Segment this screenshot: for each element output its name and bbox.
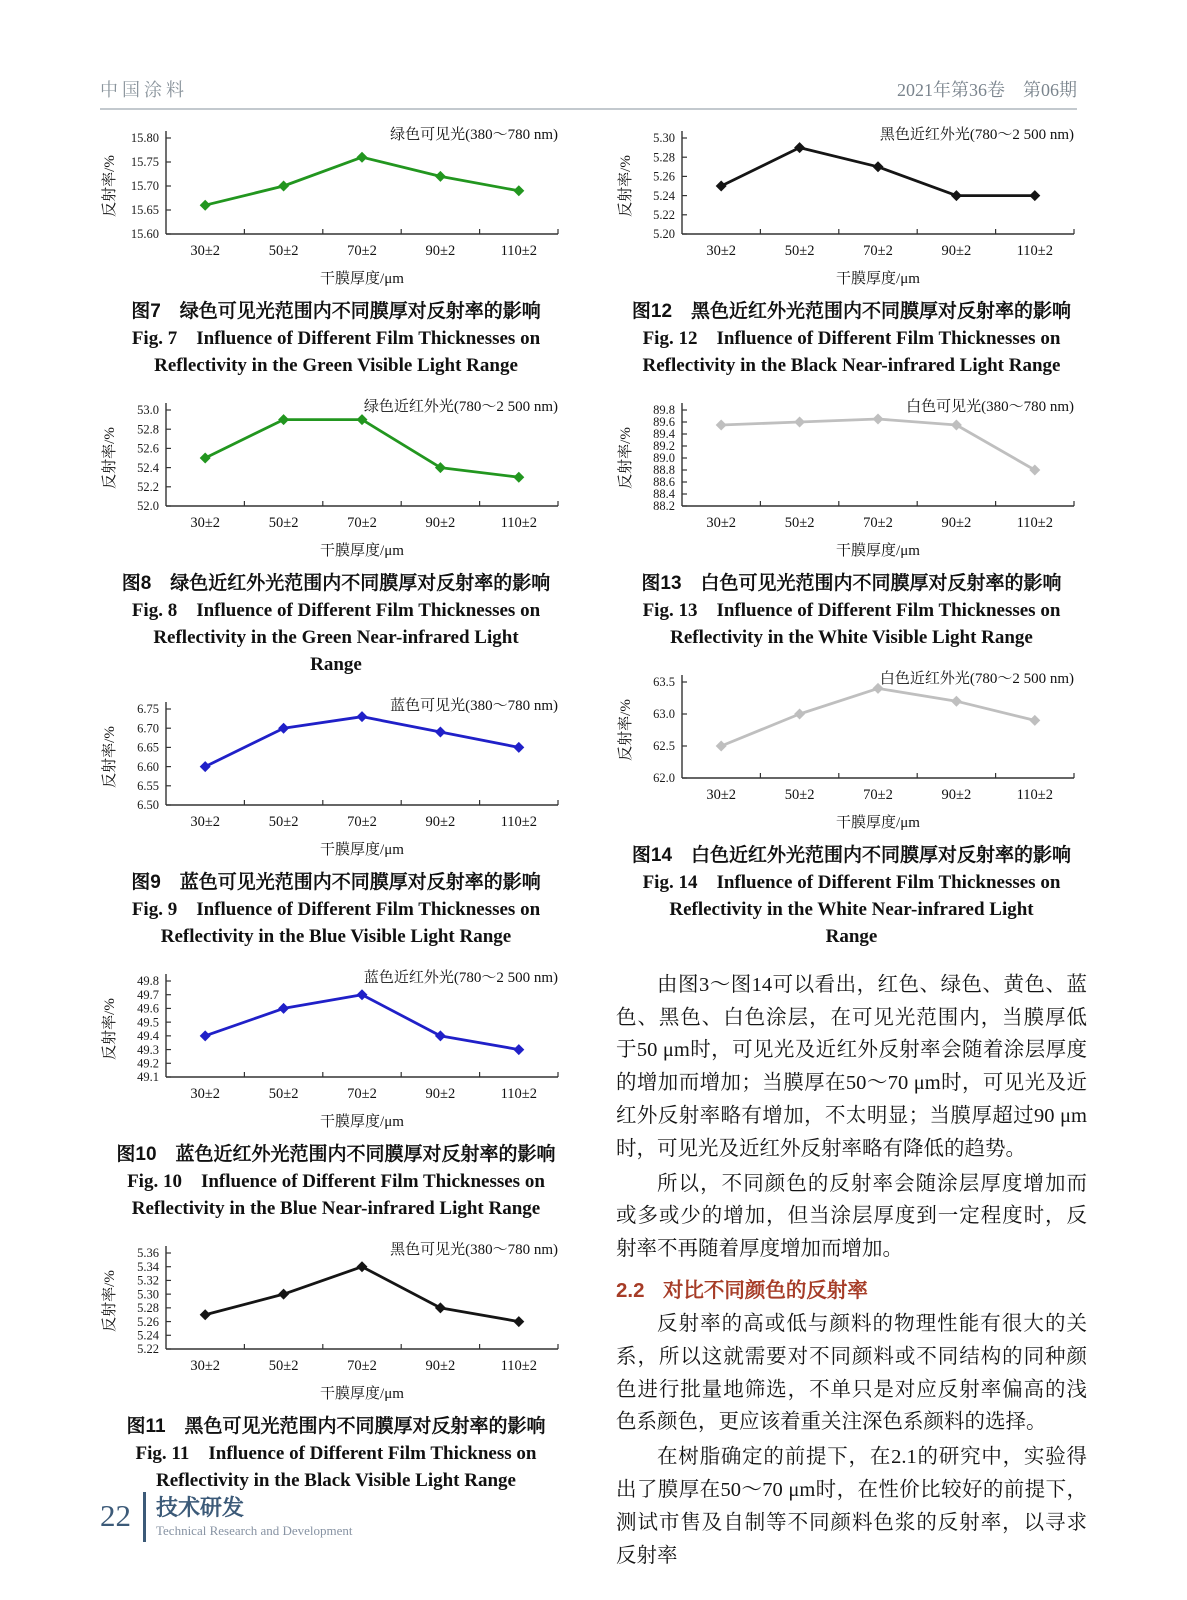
svg-text:49.4: 49.4 (137, 1028, 159, 1043)
svg-text:干膜厚度/μm: 干膜厚度/μm (320, 841, 404, 858)
chart-green-visible (100, 122, 572, 288)
svg-text:70±2: 70±2 (863, 786, 893, 803)
figure-caption-en: Fig. 11 Influence of Different Film Thickness on Reflectivity in the Black Visible Light Range (135, 1442, 537, 1491)
section-number: 2.2 (616, 1278, 645, 1302)
svg-text:70±2: 70±2 (863, 243, 893, 259)
svg-text:50±2: 50±2 (268, 514, 299, 531)
svg-text:90±2: 90±2 (941, 243, 972, 259)
figure-caption-en: Fig. 7 Influence of Different Film Thicknesses on Reflectivity in the Green Visible Light Range (131, 328, 541, 376)
figure-7-caption (100, 296, 572, 380)
svg-text:30±2: 30±2 (706, 514, 737, 531)
svg-text:蓝色近红外光(780～2 500 nm): 蓝色近红外光(780～2 500 nm) (363, 969, 558, 986)
chart-green-nir (100, 394, 572, 560)
paragraph-pigment-selection: 反射率的高或低与颜料的物理性能有很大的关系，所以这就需要对不同颜料或不同结构的同种颜色进行批量地筛选，不单只是对应反射率偏高的浅色系颜色，更应该着重关注深色系颜料的选择。 (616, 1312, 1087, 1434)
svg-text:30±2: 30±2 (190, 813, 221, 830)
svg-text:52.6: 52.6 (137, 441, 159, 456)
paragraph-observation: 由图3～图14可以看出，红色、绿色、黄色、蓝色、黑色、白色涂层，在可见光范围内，当膜厚低于50 μm时，可见光及近红外反射率会随着涂层厚度的增加而增加；当膜厚在50～70 μm时，可见光及近红外反射率略有增加，不太明显；当膜厚超过90 μm时，可见光及近红外反射率略有降低的趋势。 (616, 973, 1087, 1160)
chart-blue-nir (100, 965, 572, 1131)
figure-10 (100, 965, 572, 1223)
svg-text:50±2: 50±2 (784, 243, 815, 259)
svg-text:50±2: 50±2 (268, 1085, 299, 1102)
svg-text:50±2: 50±2 (268, 243, 299, 259)
page-footer (100, 1492, 353, 1542)
section-heading (616, 1273, 1087, 1303)
chart-white-visible (616, 394, 1088, 560)
figure-8-caption (100, 568, 572, 679)
svg-text:绿色可见光(380～780 nm): 绿色可见光(380～780 nm) (390, 127, 558, 143)
svg-text:反射率/%: 反射率/% (102, 997, 118, 1060)
figure-caption-cn: 图11 黑色可见光范围内不同膜厚对反射率的影响 (126, 1415, 546, 1437)
svg-text:5.34: 5.34 (137, 1259, 159, 1274)
svg-text:6.50: 6.50 (137, 798, 159, 813)
chart-white-nir (616, 666, 1088, 832)
svg-text:70±2: 70±2 (863, 514, 893, 531)
svg-text:49.7: 49.7 (137, 987, 159, 1002)
svg-text:110±2: 110±2 (500, 1085, 538, 1102)
svg-text:5.20: 5.20 (653, 227, 675, 242)
svg-text:50±2: 50±2 (784, 514, 815, 531)
figure-13 (616, 394, 1087, 652)
svg-text:70±2: 70±2 (347, 1357, 377, 1374)
svg-text:52.4: 52.4 (137, 460, 159, 475)
svg-text:5.30: 5.30 (137, 1287, 159, 1302)
svg-text:49.1: 49.1 (137, 1069, 159, 1084)
svg-text:反射率/%: 反射率/% (618, 427, 634, 489)
svg-text:干膜厚度/μm: 干膜厚度/μm (320, 542, 404, 559)
figure-caption-en: Fig. 10 Influence of Different Film Thicknesses on Reflectivity in the Blue Near-infrared Light Range (127, 1170, 545, 1219)
svg-text:干膜厚度/μm: 干膜厚度/μm (320, 1113, 404, 1130)
figure-12-caption (616, 296, 1087, 380)
svg-text:30±2: 30±2 (190, 1357, 221, 1374)
svg-text:干膜厚度/μm: 干膜厚度/μm (320, 271, 404, 287)
figure-14 (616, 666, 1087, 951)
svg-text:90±2: 90±2 (941, 514, 972, 531)
footer-divider (143, 1492, 146, 1542)
svg-text:89.4: 89.4 (653, 427, 675, 442)
svg-text:63.0: 63.0 (653, 707, 675, 722)
svg-text:62.0: 62.0 (653, 771, 675, 786)
figure-caption-cn: 图13 白色可见光范围内不同膜厚对反射率的影响 (641, 572, 1062, 594)
svg-text:110±2: 110±2 (1016, 514, 1054, 531)
svg-text:5.32: 5.32 (137, 1273, 159, 1288)
paragraph-experiment: 在树脂确定的前提下，在2.1的研究中，实验得出了膜厚在50～70 μm时，在性价比较好的前提下，测试市售及自制等不同颜料色浆的反射率，以寻求反射率 (616, 1446, 1087, 1567)
svg-text:52.8: 52.8 (137, 422, 159, 437)
svg-text:89.6: 89.6 (653, 415, 675, 430)
svg-text:88.8: 88.8 (653, 463, 675, 478)
svg-text:5.22: 5.22 (653, 208, 675, 222)
svg-text:5.22: 5.22 (137, 1341, 159, 1356)
svg-text:49.3: 49.3 (137, 1042, 159, 1057)
figure-caption-en: Fig. 14 Influence of Different Film Thicknesses on Reflectivity in the White Near-infrared Light Range (642, 871, 1061, 947)
left-column (100, 122, 572, 1574)
figure-caption-en: Fig. 9 Influence of Different Film Thicknesses on Reflectivity in the Blue Visible Light Range (131, 898, 541, 947)
figure-caption-cn: 图9 蓝色可见光范围内不同膜厚对反射率的影响 (131, 871, 541, 893)
svg-text:6.70: 6.70 (137, 721, 159, 736)
figure-caption-en: Fig. 12 Influence of Different Film Thicknesses on Reflectivity in the Black Near-infrared Light Range (642, 328, 1061, 376)
svg-text:干膜厚度/μm: 干膜厚度/μm (836, 814, 920, 831)
figure-12 (616, 122, 1087, 380)
svg-text:89.2: 89.2 (653, 439, 675, 454)
page-header (100, 76, 1077, 110)
svg-text:反射率/%: 反射率/% (102, 1269, 118, 1332)
svg-text:5.28: 5.28 (653, 150, 675, 165)
svg-text:5.30: 5.30 (653, 131, 675, 146)
svg-text:干膜厚度/μm: 干膜厚度/μm (836, 271, 920, 287)
svg-text:62.5: 62.5 (653, 739, 675, 754)
svg-text:49.8: 49.8 (137, 973, 159, 988)
svg-text:90±2: 90±2 (941, 786, 972, 803)
figure-14-caption (616, 840, 1087, 951)
svg-text:白色近红外光(780～2 500 nm): 白色近红外光(780～2 500 nm) (879, 670, 1074, 687)
svg-text:88.6: 88.6 (653, 475, 675, 490)
figure-caption-cn: 图14 白色近红外光范围内不同膜厚对反射率的影响 (631, 844, 1072, 866)
svg-text:110±2: 110±2 (1016, 786, 1054, 803)
paragraph-conclusion: 所以，不同颜色的反射率会随涂层厚度增加而或多或少的增加，但当涂层厚度到一定程度时，反射率不再随着厚度增加而增加。 (616, 1172, 1087, 1261)
figure-caption-en: Fig. 13 Influence of Different Film Thicknesses on Reflectivity in the White Visible Light Range (642, 599, 1061, 648)
svg-text:黑色近红外光(780～2 500 nm): 黑色近红外光(780～2 500 nm) (879, 127, 1074, 143)
svg-text:5.26: 5.26 (137, 1314, 159, 1329)
svg-text:70±2: 70±2 (347, 243, 377, 259)
section-title: 对比不同颜色的反射率 (662, 1278, 868, 1302)
svg-text:89.0: 89.0 (653, 451, 675, 466)
footer-section-en: Technical Research and Development (156, 1522, 353, 1538)
figure-7 (100, 122, 572, 380)
svg-text:90±2: 90±2 (425, 1357, 456, 1374)
svg-text:49.2: 49.2 (137, 1056, 159, 1071)
issue-info: 2021年第36卷 第06期 (897, 80, 1077, 100)
svg-text:89.8: 89.8 (653, 403, 675, 418)
svg-text:50±2: 50±2 (268, 1357, 299, 1374)
right-column (616, 122, 1087, 1574)
chart-black-nir (616, 122, 1088, 288)
figure-caption-cn: 图12 黑色近红外光范围内不同膜厚对反射率的影响 (631, 301, 1072, 322)
footer-section-cn: 技术研发 (156, 1495, 245, 1521)
figure-13-caption (616, 568, 1087, 652)
svg-text:15.65: 15.65 (130, 203, 159, 218)
chart-blue-visible (100, 693, 572, 859)
svg-text:90±2: 90±2 (425, 514, 456, 531)
svg-text:反射率/%: 反射率/% (618, 699, 634, 761)
svg-text:5.24: 5.24 (137, 1328, 159, 1343)
svg-text:50±2: 50±2 (784, 786, 815, 803)
svg-text:30±2: 30±2 (706, 786, 737, 803)
svg-text:5.24: 5.24 (653, 188, 675, 203)
svg-text:干膜厚度/μm: 干膜厚度/μm (836, 542, 920, 559)
svg-text:88.4: 88.4 (653, 487, 675, 502)
figure-caption-cn: 图8 绿色近红外光范围内不同膜厚对反射率的影响 (121, 572, 551, 594)
svg-text:干膜厚度/μm: 干膜厚度/μm (320, 1385, 404, 1402)
svg-text:52.2: 52.2 (137, 479, 159, 494)
page-content (100, 122, 1087, 1574)
svg-text:88.2: 88.2 (653, 499, 675, 514)
svg-text:110±2: 110±2 (500, 1357, 538, 1374)
svg-text:6.55: 6.55 (137, 778, 159, 793)
svg-text:反射率/%: 反射率/% (618, 155, 634, 217)
svg-text:50±2: 50±2 (268, 813, 299, 830)
svg-text:6.60: 6.60 (137, 759, 159, 774)
svg-text:110±2: 110±2 (500, 514, 538, 531)
figure-10-caption (100, 1139, 572, 1223)
svg-text:70±2: 70±2 (347, 514, 377, 531)
svg-text:15.60: 15.60 (130, 227, 159, 242)
svg-text:49.6: 49.6 (137, 1001, 159, 1016)
chart-black-visible (100, 1237, 572, 1403)
svg-text:6.75: 6.75 (137, 702, 159, 717)
svg-text:53.0: 53.0 (137, 403, 159, 418)
svg-text:49.5: 49.5 (137, 1015, 159, 1030)
svg-text:90±2: 90±2 (425, 1085, 456, 1102)
svg-text:15.75: 15.75 (130, 155, 159, 170)
svg-text:反射率/%: 反射率/% (102, 726, 118, 788)
figure-caption-cn: 图7 绿色可见光范围内不同膜厚对反射率的影响 (131, 301, 541, 322)
svg-text:70±2: 70±2 (347, 1085, 377, 1102)
svg-text:30±2: 30±2 (190, 243, 221, 259)
svg-text:110±2: 110±2 (1016, 243, 1054, 259)
figure-9-caption (100, 867, 572, 951)
svg-text:反射率/%: 反射率/% (102, 155, 118, 217)
figure-11-caption (100, 1411, 572, 1495)
figure-caption-cn: 图10 蓝色近红外光范围内不同膜厚对反射率的影响 (116, 1143, 556, 1165)
svg-text:70±2: 70±2 (347, 813, 377, 830)
figure-11 (100, 1237, 572, 1495)
svg-text:5.26: 5.26 (653, 169, 675, 184)
svg-text:30±2: 30±2 (706, 243, 737, 259)
svg-text:110±2: 110±2 (500, 813, 538, 830)
svg-text:黑色可见光(380～780 nm): 黑色可见光(380～780 nm) (390, 1241, 558, 1258)
svg-text:90±2: 90±2 (425, 243, 456, 259)
figure-caption-en: Fig. 8 Influence of Different Film Thicknesses on Reflectivity in the Green Near-infrared Light Range (131, 599, 541, 675)
svg-text:52.0: 52.0 (137, 499, 159, 514)
figure-8 (100, 394, 572, 679)
svg-text:30±2: 30±2 (190, 1085, 221, 1102)
svg-text:6.65: 6.65 (137, 740, 159, 755)
svg-text:白色可见光(380～780 nm): 白色可见光(380～780 nm) (906, 398, 1074, 415)
footer-labels (156, 1495, 353, 1538)
svg-text:5.28: 5.28 (137, 1300, 159, 1315)
figure-9 (100, 693, 572, 951)
journal-name: 中国涂料 (100, 80, 188, 100)
svg-text:反射率/%: 反射率/% (102, 427, 118, 489)
svg-text:5.36: 5.36 (137, 1245, 159, 1260)
svg-text:110±2: 110±2 (500, 243, 538, 259)
svg-text:绿色近红外光(780～2 500 nm): 绿色近红外光(780～2 500 nm) (363, 398, 558, 415)
svg-text:63.5: 63.5 (653, 675, 675, 690)
svg-text:15.80: 15.80 (130, 131, 159, 146)
svg-text:30±2: 30±2 (190, 514, 221, 531)
svg-text:15.70: 15.70 (130, 179, 159, 194)
svg-text:90±2: 90±2 (425, 813, 456, 830)
footer-page-number: 22 (100, 1498, 131, 1533)
svg-text:蓝色可见光(380～780 nm): 蓝色可见光(380～780 nm) (390, 697, 558, 714)
